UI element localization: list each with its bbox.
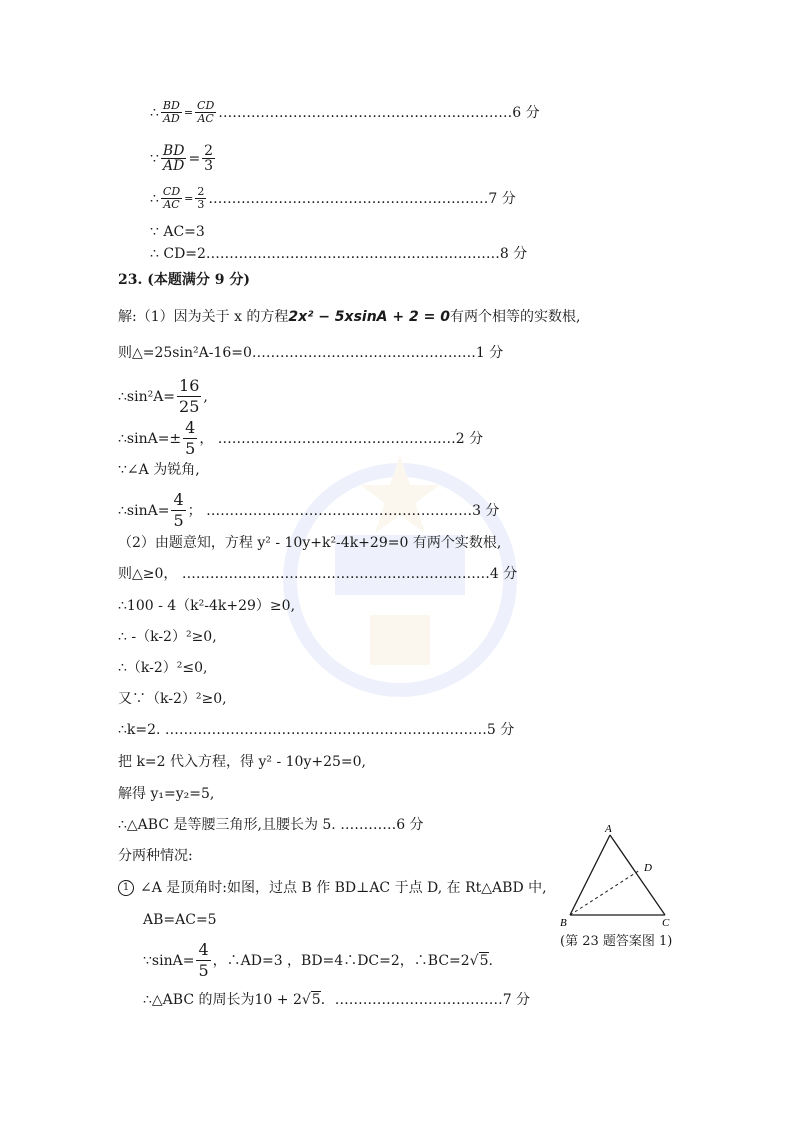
numerator: BD	[162, 143, 185, 159]
numerator: 16	[179, 376, 200, 395]
step-sin-value	[118, 490, 499, 531]
numerator: CD	[197, 99, 215, 112]
side-ac	[610, 835, 665, 915]
line-bd-ad-cd-ac	[150, 100, 540, 125]
step-sin-squared	[118, 376, 208, 417]
equals: =	[188, 150, 201, 167]
square-root: √5	[301, 992, 321, 1008]
case-1-intro	[118, 878, 547, 898]
fraction-4-over-5	[183, 418, 197, 459]
step-discriminant: 则△=25sin²A-16=0…………………………………………1 分	[118, 345, 504, 361]
side-ab	[570, 835, 610, 915]
numerator: 4	[173, 490, 184, 509]
line-bd-ad-ratio	[150, 144, 217, 173]
numerator: 4	[198, 940, 209, 959]
line-cd-ac-ratio	[150, 186, 516, 211]
denominator: AD	[163, 158, 185, 174]
fraction-bd-over-ad	[161, 144, 187, 173]
numerator: 4	[185, 418, 196, 437]
score-leader: ………………………………………………………6 分	[218, 104, 540, 121]
step-prefix: ∴sinA=±	[118, 430, 182, 447]
label-a: A	[605, 823, 612, 835]
question-23-heading: 23. (本题满分 9 分)	[118, 272, 250, 288]
line-cd-equals-2: ∴ CD=2………………………………………………………8 分	[150, 246, 528, 262]
denominator: 25	[179, 397, 200, 416]
part-2-roots: 解得 y₁=y₂=5,	[118, 786, 215, 802]
circled-number: 1	[118, 880, 134, 896]
label-b: B	[560, 917, 567, 929]
step-prefix: ∴sinA=	[118, 502, 170, 519]
line-ac-equals-3: ∵ AC=3	[150, 224, 205, 240]
solution-intro	[118, 307, 580, 327]
step-prefix: ∴sin²A=	[118, 388, 176, 405]
step-tail: ； …………………………………………………3 分	[187, 502, 500, 519]
numerator: 2	[197, 185, 205, 198]
score-leader: ……………………………………………………7 分	[208, 190, 516, 207]
step-acute-angle: ∵∠A 为锐角,	[118, 462, 200, 478]
part-2-intro: （2）由题意知，方程 y² - 10y+k²-4k+29=0 有两个实数根,	[118, 535, 502, 551]
part-2-square-ge: 又∵（k-2）²≥0,	[118, 691, 227, 707]
because-symbol: ∵	[150, 150, 159, 167]
intro-text: 解:（1）因为关于 x 的方程	[118, 309, 289, 325]
part-2-substitute: 把 k=2 代入方程，得 y² - 10y+25=0,	[118, 754, 366, 770]
fraction-cd-over-ac	[161, 186, 182, 211]
part-2-k-value: ∴k=2. ……………………………………………………………5 分	[118, 722, 515, 738]
altitude-bd	[570, 870, 640, 915]
denominator: AC	[163, 198, 180, 211]
denominator: 3	[197, 198, 205, 211]
denominator: 5	[173, 511, 184, 530]
radicand: 5	[479, 952, 489, 969]
equals: =	[184, 191, 194, 205]
step-prefix: ∴△ABC 的周长为10 + 2	[143, 992, 302, 1008]
intro-text-tail: 有两个相等的实数根,	[449, 309, 581, 325]
step-tail: ， ……………………………………………2 分	[199, 430, 484, 447]
square-root: √5	[469, 952, 489, 969]
part-2-inequality: ∴100 - 4（k²-4k+29）≥0,	[118, 598, 296, 614]
fraction-cd-over-ac	[195, 100, 216, 125]
therefore-symbol: ∴	[150, 104, 159, 121]
radicand: 5	[311, 992, 321, 1008]
numerator: 2	[204, 143, 214, 159]
case-1-text: ∠A 是顶角时:如图，过点 B 作 BD⊥AC 于点 D, 在 Rt△ABD 中,	[140, 880, 547, 896]
fraction-4-over-5	[171, 490, 185, 531]
part-2-neg-square: ∴ -（k-2）²≥0,	[118, 629, 217, 645]
denominator: 3	[204, 158, 214, 174]
fraction-two-thirds	[202, 144, 215, 173]
numerator: CD	[162, 185, 181, 198]
step-middle: ，∴AD=3 ，BD=4∴DC=2，∴BC=2	[212, 952, 470, 969]
figure-caption: (第 23 题答案图 1)	[560, 934, 673, 949]
case-1-perimeter	[143, 990, 530, 1010]
triangle-figure	[556, 820, 686, 930]
numerator: BD	[162, 99, 180, 112]
denominator: 5	[198, 961, 209, 980]
part-2-two-cases: 分两种情况:	[118, 848, 193, 864]
part-2-discriminant: 则△≥0， …………………………………………………………4 分	[118, 566, 518, 582]
case-1-computation	[143, 940, 493, 981]
label-c: C	[662, 917, 670, 929]
label-d: D	[644, 862, 652, 874]
part-2-isosceles: ∴△ABC 是等腰三角形,且腰长为 5. …………6 分	[118, 817, 424, 833]
part-2-square-le: ∴（k-2）²≤0,	[118, 660, 208, 676]
therefore-symbol: ∴	[150, 190, 159, 207]
denominator: AC	[197, 112, 214, 125]
fraction-16-over-25	[177, 376, 201, 417]
quadratic-equation: 2x² − 5xsinA + 2 = 0	[288, 309, 450, 325]
step-tail: ．………………………………7 分	[320, 992, 531, 1008]
step-prefix: ∵sinA=	[143, 952, 195, 969]
step-tail: ,	[203, 388, 208, 405]
step-tail: .	[488, 952, 493, 969]
equals: =	[183, 105, 194, 119]
case-1-sides: AB=AC=5	[143, 912, 217, 928]
denominator: 5	[185, 439, 196, 458]
fraction-two-thirds	[195, 186, 206, 211]
denominator: AD	[162, 112, 180, 125]
step-sin-plus-minus	[118, 418, 483, 459]
fraction-4-over-5	[196, 940, 210, 981]
fraction-bd-over-ad	[161, 100, 182, 125]
